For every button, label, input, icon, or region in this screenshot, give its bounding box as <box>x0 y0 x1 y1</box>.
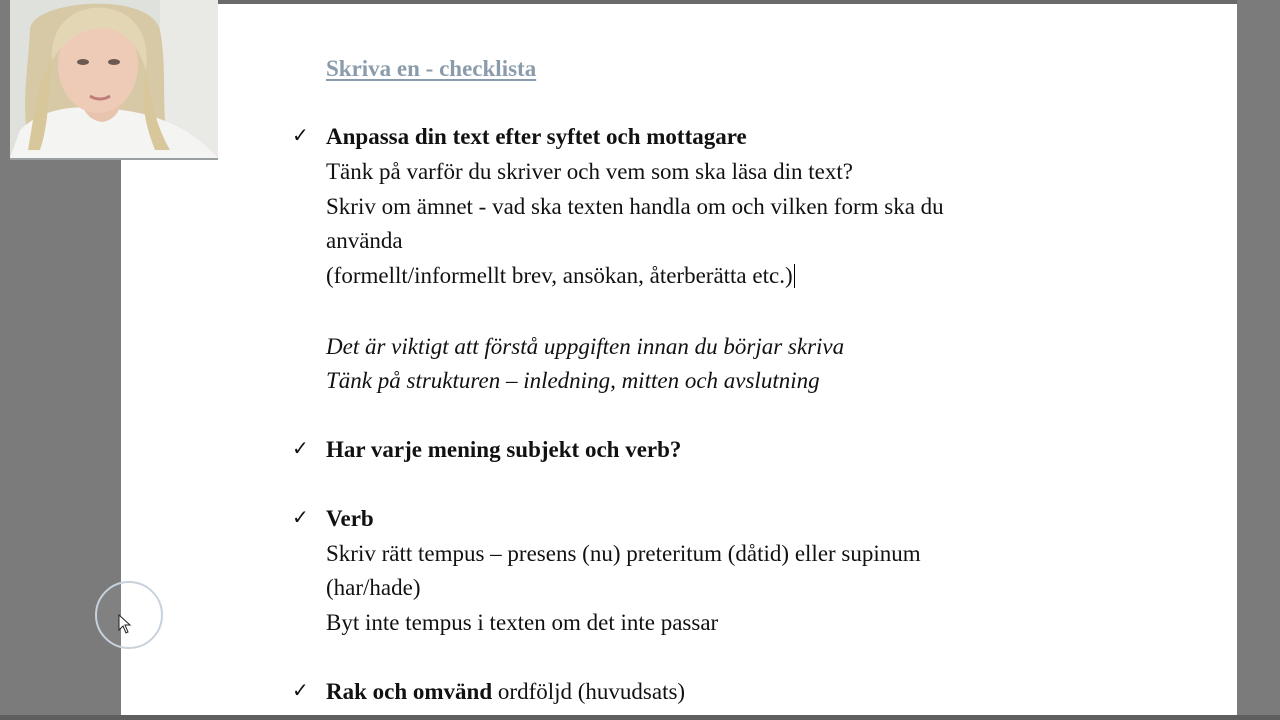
section-line: (formellt/informellt brev, ansökan, återberätta etc.) <box>326 263 793 288</box>
document-title: Skriva en - checklista <box>326 56 537 81</box>
right-gutter <box>1237 0 1280 720</box>
section-note: Det är viktigt att förstå uppgiften innan du börjar skriva <box>326 334 845 359</box>
section-heading: Rak och omvänd <box>326 679 493 704</box>
checkmark-icon: ✓ <box>292 680 309 702</box>
section-note: Tänk på strukturen – inledning, mitten och avslutning <box>326 368 820 393</box>
section-heading-rest: ordföljd (huvudsats) <box>492 679 686 704</box>
section-line: använda <box>326 228 403 253</box>
checkmark-icon: ✓ <box>292 125 309 147</box>
section-heading: Anpassa din text efter syftet och mottagare <box>326 124 747 149</box>
section-heading: Verb <box>326 506 374 531</box>
section-line: Byt inte tempus i texten om det inte passar <box>326 610 719 635</box>
section-line: Skriv rätt tempus – presens (nu) preteritum (dåtid) eller supinum <box>326 541 921 566</box>
section-line: Skriv om ämnet - vad ska texten handla om och vilken form ska du <box>326 194 944 219</box>
mouse-pointer-icon <box>118 614 132 639</box>
text-caret <box>794 264 795 288</box>
window-bottom-strip <box>0 715 1280 720</box>
section-heading-mixed <box>326 678 685 706</box>
section-heading: Har varje mening subjekt och verb? <box>326 437 682 462</box>
section-line-with-cursor <box>326 262 795 290</box>
checkmark-icon: ✓ <box>292 507 309 529</box>
section-line: Tänk på varför du skriver och vem som ska läsa din text? <box>326 159 853 184</box>
section-line: (har/hade) <box>326 575 421 600</box>
presenter-webcam <box>10 0 218 160</box>
checkmark-icon: ✓ <box>292 438 309 460</box>
